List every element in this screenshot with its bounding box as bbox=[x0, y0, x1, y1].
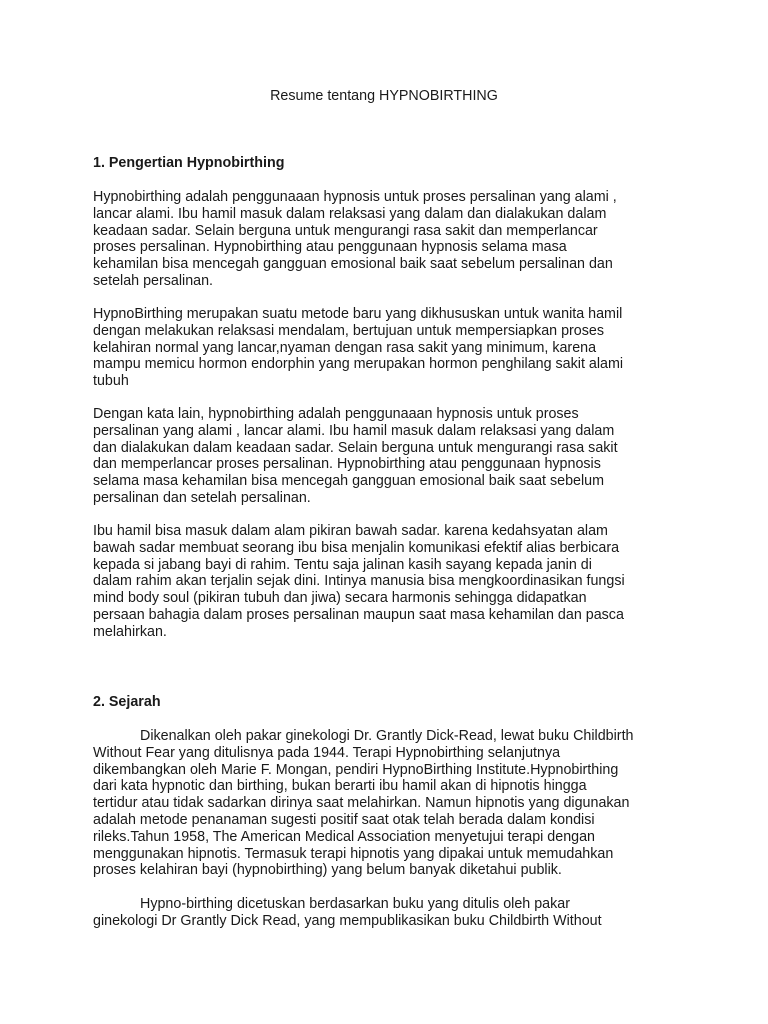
text-line: persaan bahagia dalam proses persalinan maupun saat masa kehamilan dan pasca bbox=[93, 606, 624, 623]
text-line: dalam rahim akan terjalin sejak dini. Intinya manusia bisa mengkoordinasikan fungsi bbox=[93, 573, 625, 590]
text-line: kepada si jabang bayi di rahim. Tentu saja jalinan kasih sayang kepada janin di bbox=[93, 556, 592, 573]
text-line: mampu memicu hormon endorphin yang merupakan hormon penghilang sakit alami bbox=[93, 356, 624, 373]
text-line: menggunakan hipnotis. Termasuk terapi hipnotis yang dipakai untuk memudahkan bbox=[93, 845, 614, 862]
paragraph bbox=[93, 406, 673, 507]
text-line: tubuh bbox=[93, 373, 129, 390]
text-line: keadaan sadar. Selain berguna untuk mengurangi rasa sakit dan memperlancar bbox=[93, 222, 598, 239]
text-line: tertidur atau tidak sadarkan dirinya saat melahirkan. Namun hipnotis yang digunakan bbox=[93, 795, 630, 812]
text-line: proses persalinan. Hypnobirthing atau penggunaan hypnosis selama masa bbox=[93, 239, 567, 256]
paragraph bbox=[93, 728, 673, 879]
text-line: bawah sadar membuat seorang ibu bisa menjalin komunikasi efektif alias berbicara bbox=[93, 539, 620, 556]
text-line: Dikenalkan oleh pakar ginekologi Dr. Grantly Dick-Read, lewat buku Childbirth bbox=[140, 728, 634, 744]
text-line: setelah persalinan. bbox=[93, 272, 214, 289]
text-line: dengan melakukan relaksasi mendalam, bertujuan untuk mempersiapkan proses bbox=[93, 322, 605, 339]
text-line: Ibu hamil bisa masuk dalam alam pikiran bawah sadar. karena kedahsyatan alam bbox=[93, 523, 608, 539]
text-line: dan memperlancar proses persalinan. Hypnobirthing atau penggunaan hypnosis bbox=[93, 456, 601, 473]
text-line: kelahiran normal yang lancar,nyaman dengan rasa sakit yang minimum, karena bbox=[93, 339, 597, 356]
text-line: persalinan dan setelah persalinan. bbox=[93, 489, 311, 506]
text-line: dari kata hypnotic dan birthing, bukan berarti ibu hamil akan di hipnotis hingga bbox=[93, 778, 587, 795]
paragraph bbox=[93, 896, 673, 930]
paragraph bbox=[93, 189, 673, 290]
text-line: mind body soul (pikiran tubuh dan jiwa) secara harmonis sehingga didapatkan bbox=[93, 590, 587, 607]
text-line: proses kelahiran bayi (hypnobirthing) yang belum banyak diketahui publik. bbox=[93, 862, 562, 879]
text-line: kehamilan bisa mencegah gangguan emosional baik saat sebelum persalinan dan bbox=[93, 256, 613, 273]
section-heading-pengertian: 1. Pengertian Hypnobirthing bbox=[93, 155, 285, 171]
paragraph bbox=[93, 523, 673, 641]
text-line: Hypno-birthing dicetuskan berdasarkan buku yang ditulis oleh pakar bbox=[140, 896, 570, 912]
text-line: HypnoBirthing merupakan suatu metode baru yang dikhususkan untuk wanita hamil bbox=[93, 306, 623, 322]
text-line: Without Fear yang ditulisnya pada 1944. Terapi Hypnobirthing selanjutnya bbox=[93, 744, 561, 761]
text-line: rileks.Tahun 1958, The American Medical Association menyetujui terapi dengan bbox=[93, 828, 596, 845]
text-line: lancar alami. Ibu hamil masuk dalam relaksasi yang dalam dan dialakukan dalam bbox=[93, 205, 607, 222]
text-line: selama masa kehamilan bisa mencegah gangguan emosional baik saat sebelum bbox=[93, 473, 605, 490]
text-line: Hypnobirthing adalah penggunaaan hypnosis untuk proses persalinan yang alami , bbox=[93, 189, 617, 205]
text-line: melahirkan. bbox=[93, 623, 167, 640]
document-title: Resume tentang HYPNOBIRTHING bbox=[270, 88, 498, 104]
text-line: dan dialakukan dalam keadaan sadar. Selain berguna untuk mengurangi rasa sakit bbox=[93, 439, 618, 456]
text-line: Dengan kata lain, hypnobirthing adalah penggunaaan hypnosis untuk proses bbox=[93, 406, 579, 422]
text-line: persalinan yang alami , lancar alami. Ibu hamil masuk dalam relaksasi yang dalam bbox=[93, 422, 615, 439]
text-line: dikembangkan oleh Marie F. Mongan, pendiri HypnoBirthing Institute.Hypnobirthing bbox=[93, 761, 619, 778]
paragraph bbox=[93, 306, 673, 390]
text-line: adalah metode penanaman sugesti positif saat otak telah berada dalam kondisi bbox=[93, 811, 595, 828]
section-heading-sejarah: 2. Sejarah bbox=[93, 694, 161, 710]
text-line: ginekologi Dr Grantly Dick Read, yang mempublikasikan buku Childbirth Without bbox=[93, 912, 602, 929]
